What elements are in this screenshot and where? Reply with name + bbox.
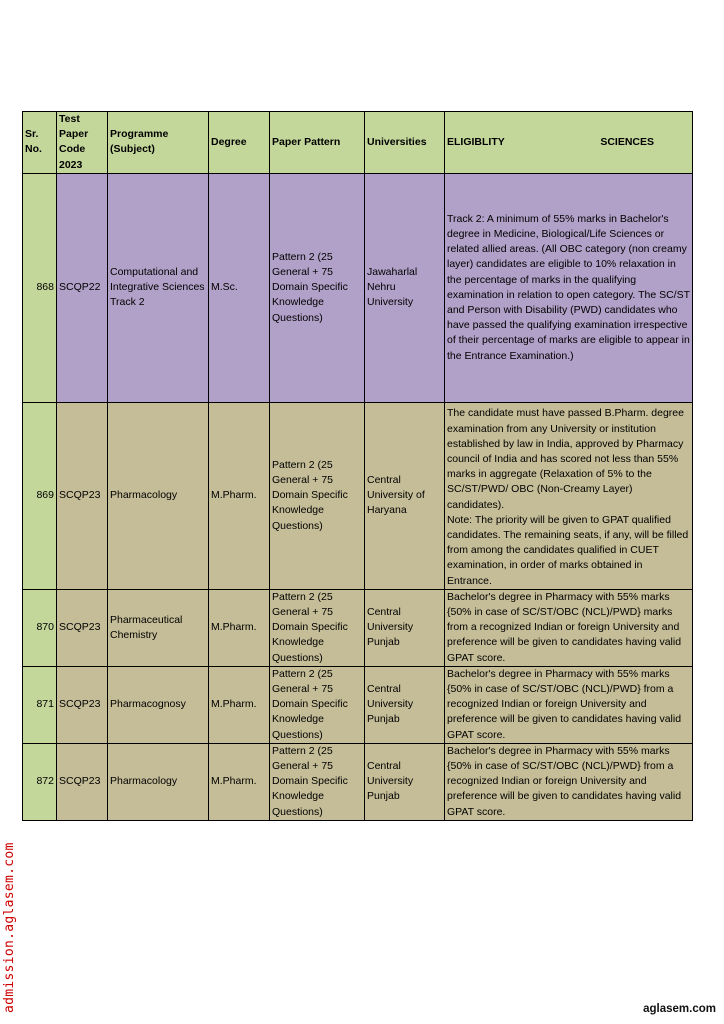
test-paper-code-cell: SCQP23 [57,743,108,820]
sr-no-cell: 872 [23,743,57,820]
programme-cell: Pharmacology [108,743,209,820]
table-row [23,402,693,589]
degree-cell: M.Pharm. [209,402,270,589]
test-paper-code-cell: SCQP22 [57,173,108,402]
degree-cell: M.Pharm. [209,743,270,820]
test-paper-code-cell: SCQP23 [57,589,108,666]
programme-cell: Pharmacognosy [108,666,209,743]
degree-cell: M.Sc. [209,173,270,402]
header-eligibility: ELIGIBLITY [447,135,505,148]
table-row [23,173,693,402]
footer-brand: aglasem.com [643,1003,716,1015]
paper-pattern-cell: Pattern 2 (25 General + 75 Domain Specific Knowledge Questions) [270,743,365,820]
header-test-paper-code: Test Paper Code 2023 [57,112,108,174]
eligibility-cell: Bachelor's degree in Pharmacy with 55% marks {50% in case of SC/ST/OBC (NCL)/PWD} from a recognized Indian or foreign University and preference will be given to candidates having valid GPAT score. [445,743,693,820]
eligibility-note: Note: The priority will be given to GPAT qualified candidates. The remaining seats, if any, will be filled from among the candidates qualified in CUET examination, in order of marks obtained in Entrance. [447,513,689,587]
table-row [23,743,693,820]
programme-cell: Pharmacology [108,402,209,589]
eligibility-cell: Bachelor's degree in Pharmacy with 55% marks {50% in case of SC/ST/OBC (NCL)/PWD} from a recognized Indian or foreign University and preference will be given to candidates having valid GPAT score. [445,666,693,743]
paper-pattern-cell: Pattern 2 (25 General + 75 Domain Specific Knowledge Questions) [270,589,365,666]
eligibility-cell: Bachelor's degree in Pharmacy with 55% marks {50% in case of SC/ST/OBC (NCL)/PWD} marks from a recognized Indian or foreign University and preference will be given to candidates having valid GPAT score. [445,589,693,666]
header-paper-pattern: Paper Pattern [270,112,365,174]
header-eligibility-cell [445,112,693,174]
header-programme: Programme (Subject) [108,112,209,174]
sr-no-cell: 869 [23,402,57,589]
paper-pattern-cell: Pattern 2 (25 General + 75 Domain Specific Knowledge Questions) [270,173,365,402]
table-row [23,666,693,743]
header-sr-no: Sr. No. [23,112,57,174]
test-paper-code-cell: SCQP23 [57,666,108,743]
degree-cell: M.Pharm. [209,666,270,743]
header-degree: Degree [209,112,270,174]
header-universities: Universities [365,112,445,174]
table-row [23,589,693,666]
eligibility-text: The candidate must have passed B.Pharm. degree examination from any University or institution established by law in India, approved by Pharmacy council of India and has scored not less than 55% marks in aggregate (Relaxation of 5% to the SC/ST/PWD/ OBC (Non-Creamy Layer) candidates). [447,407,684,511]
programme-cell: Pharmaceutical Chemistry [108,589,209,666]
university-cell: Jawaharlal Nehru University [365,173,445,402]
university-cell: Central University Punjab [365,666,445,743]
university-cell: Central University of Haryana [365,402,445,589]
sr-no-cell: 868 [23,173,57,402]
degree-cell: M.Pharm. [209,589,270,666]
eligibility-cell: Track 2: A minimum of 55% marks in Bachelor's degree in Medicine, Biological/Life Sciences or related allied areas. (All OBC category (non creamy layer) candidates are eligible to 10% relaxation in the percentage of marks in the qualifying examination in relation to open category. The SC/ST and Person with Disability (PWD) candidates who have passed the qualifying examination irrespective of their percentage of marks are eligible to appear in the Entrance Examination.) [445,173,693,402]
university-cell: Central University Punjab [365,589,445,666]
paper-pattern-cell: Pattern 2 (25 General + 75 Domain Specific Knowledge Questions) [270,666,365,743]
sr-no-cell: 871 [23,666,57,743]
table-header-row [23,112,693,174]
header-sciences: SCIENCES [600,135,654,148]
sr-no-cell: 870 [23,589,57,666]
test-paper-code-cell: SCQP23 [57,402,108,589]
programme-cell: Computational and Integrative Sciences Track 2 [108,173,209,402]
eligibility-table [22,111,693,821]
paper-pattern-cell: Pattern 2 (25 General + 75 Domain Specific Knowledge Questions) [270,402,365,589]
watermark-text: admission.aglasem.com [2,842,17,1013]
eligibility-cell [445,402,693,589]
university-cell: Central University Punjab [365,743,445,820]
